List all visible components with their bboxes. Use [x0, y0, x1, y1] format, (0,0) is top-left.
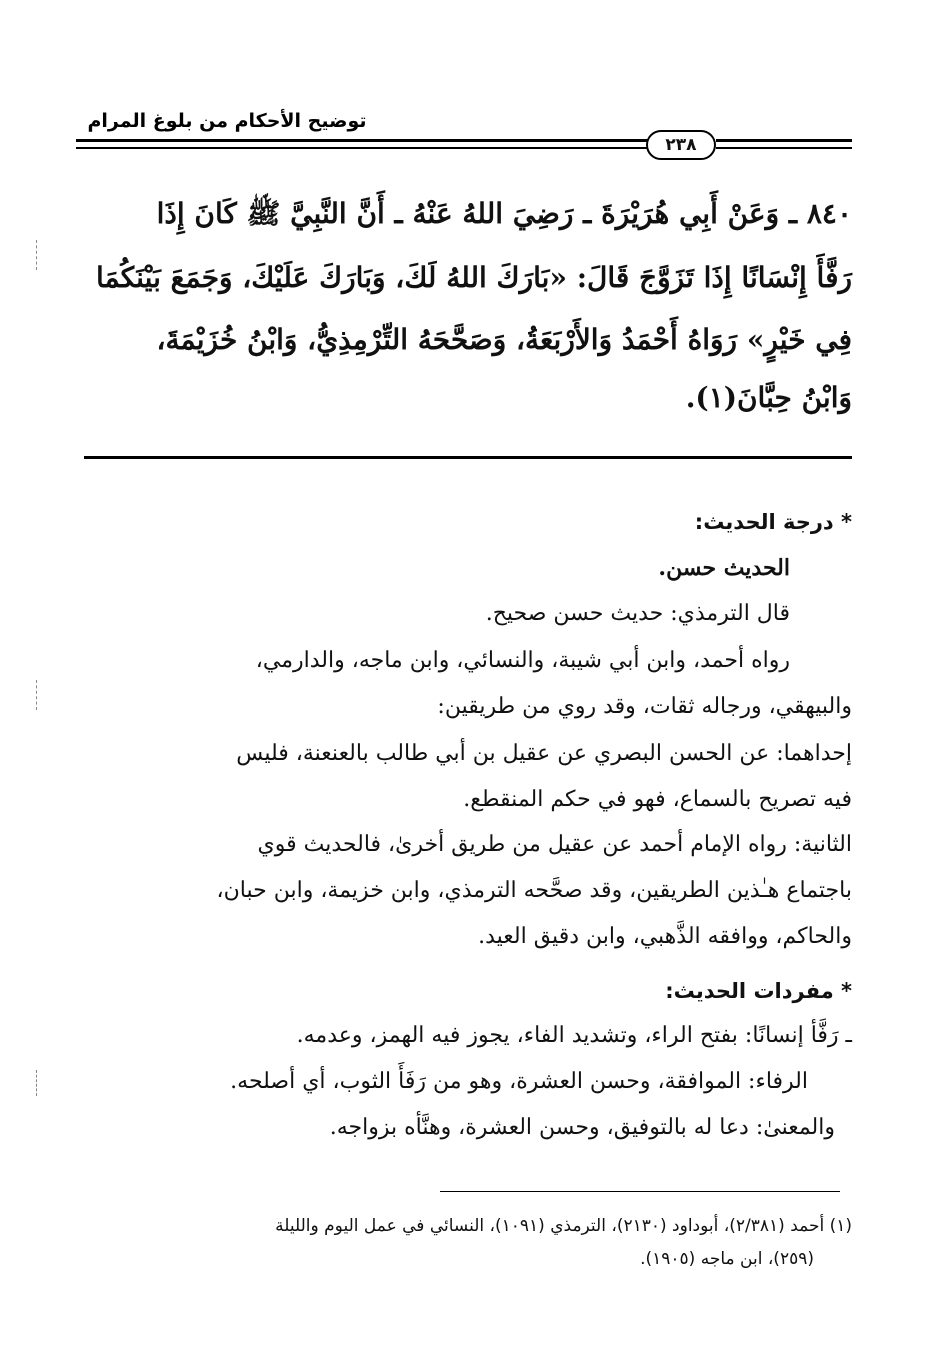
grade-line-6: فيه تصريح بالسماع، فهو في حكم المنقطع.	[463, 787, 852, 812]
vocab-heading: * مفردات الحديث:	[665, 979, 852, 1003]
header-rule-left-bottom	[76, 147, 650, 149]
grade-line-3: رواه أحمد، وابن أبي شيبة، والنسائي، وابن ماجه، والدارمي،	[255, 648, 790, 673]
vocab-line-1: ـ رَفَّأ إنسانًا: بفتح الراء، وتشديد الفاء، يجوز فيه الهمز، وعدمه.	[296, 1023, 852, 1048]
hadith-line-3: فِي خَيْرٍ» رَوَاهُ أَحْمَدُ وَالأَرْبَعَةُ، وَصَحَّحَهُ التِّرْمِذِيُّ، وَابْنُ خُزَيْمَةَ،	[156, 323, 852, 356]
header-rule-left-top	[76, 139, 650, 142]
section-divider	[84, 456, 852, 459]
grade-heading: * درجة الحديث:	[694, 510, 852, 534]
footnote-line-2: (٢٥٩)، ابن ماجه (١٩٠٥).	[640, 1249, 814, 1269]
grade-line-9: والحاكم، ووافقه الذَّهبي، وابن دقيق العيد.	[478, 924, 852, 949]
grade-line-5: إحداهما: عن الحسن البصري عن عقيل بن أبي طالب بالعنعنة، فليس	[236, 741, 852, 766]
vocab-line-3: والمعنىٰ: دعا له بالتوفيق، وحسن العشرة، وهنَّأه بزواجه.	[329, 1115, 835, 1140]
grade-line-1: الحديث حسن.	[658, 555, 790, 581]
grade-line-8: باجتماع هـٰذين الطريقين، وقد صحَّحه الترمذي، وابن خزيمة، وابن حبان،	[216, 878, 852, 903]
scan-margin-mark	[36, 1070, 37, 1096]
vocab-line-2: الرفاء: الموافقة، وحسن العشرة، وهو من رَفَأَ الثوب، أي أصلحه.	[230, 1069, 808, 1094]
scan-margin-mark	[36, 240, 37, 270]
grade-line-4: والبيهقي، ورجاله ثقات، وقد روي من طريقين:	[437, 694, 852, 719]
footnote-rule	[440, 1191, 840, 1192]
footnote-line-1: (١) أحمد (٢/٣٨١)، أبوداود (٢١٣٠)، الترمذي (١٠٩١)، النسائي في عمل اليوم والليلة	[275, 1216, 852, 1236]
grade-line-7: الثانية: رواه الإمام أحمد عن عقيل من طريق أخرىٰ، فالحديث قوي	[257, 832, 852, 857]
grade-line-2: قال الترمذي: حديث حسن صحيح.	[485, 601, 790, 626]
header-rule-right-bottom	[716, 147, 852, 149]
hadith-line-4: وَابْنُ حِبَّانَ(١).	[685, 381, 852, 414]
header-rule-right-top	[716, 139, 852, 142]
hadith-line-2: رَفَّأَ إِنْسَانًا إِذَا تَزَوَّجَ قَالَ: «بَارَكَ اللهُ لَكَ، وَبَارَكَ عَلَيْكَ، وَجَمَعَ بَيْنَكُمَا	[95, 261, 852, 294]
scan-margin-mark	[36, 680, 37, 710]
page-number: ٢٣٨	[646, 130, 716, 160]
hadith-line-1: ٨٤٠ ـ وَعَنْ أَبِي هُرَيْرَةَ ـ رَضِيَ اللهُ عَنْهُ ـ أَنَّ النَّبِيَّ ﷺ كَانَ إِذَا	[156, 197, 852, 230]
running-title: توضيح الأحكام من بلوغ المرام	[87, 110, 367, 132]
